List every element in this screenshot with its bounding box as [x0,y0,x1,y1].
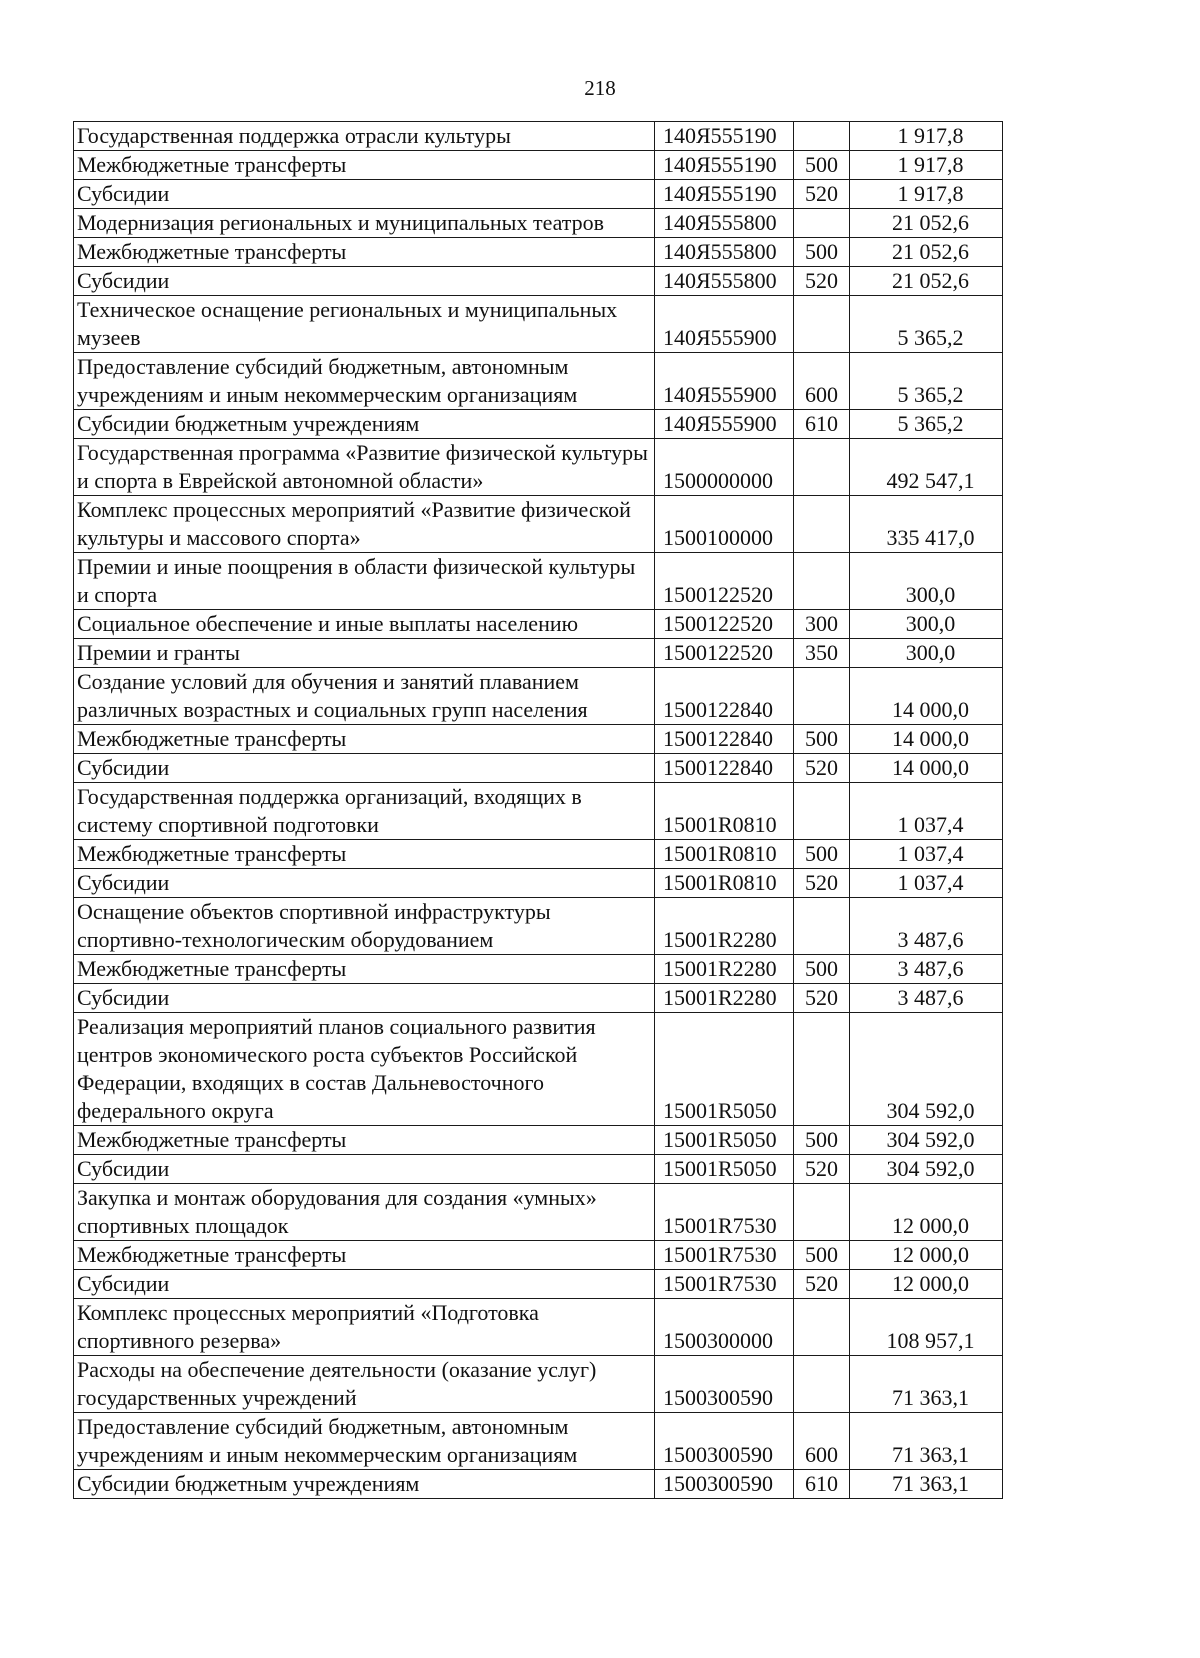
amount-cell: 5 365,2 [850,410,1003,439]
table-row [74,984,1003,1013]
expense-type-code-cell: 520 [794,869,850,898]
table-row [74,439,1003,496]
expense-name-cell: Модернизация региональных и муниципальных театров [74,209,655,238]
amount-cell: 12 000,0 [850,1270,1003,1299]
amount-cell: 1 917,8 [850,180,1003,209]
amount-cell: 1 037,4 [850,840,1003,869]
target-article-code-cell: 140Я555900 [655,410,794,439]
table-row [74,553,1003,610]
amount-cell: 304 592,0 [850,1013,1003,1126]
expense-name-cell: Предоставление субсидий бюджетным, автономным учреждениям и иным некоммерческим организациям [74,1413,655,1470]
expense-type-code-cell [794,1013,850,1126]
amount-cell: 12 000,0 [850,1241,1003,1270]
target-article-code-cell: 1500122840 [655,725,794,754]
expense-name-cell: Реализация мероприятий планов социального развития центров экономического роста субъектов Российской Федерации, входящих в состав Дальневосточного федерального округа [74,1013,655,1126]
expense-type-code-cell: 600 [794,1413,850,1470]
table-row [74,668,1003,725]
table-row [74,238,1003,267]
table-row [74,725,1003,754]
amount-cell: 14 000,0 [850,725,1003,754]
table-row [74,1155,1003,1184]
expense-name-cell: Субсидии [74,267,655,296]
expense-type-code-cell: 300 [794,610,850,639]
table-row [74,1013,1003,1126]
table-row [74,1241,1003,1270]
target-article-code-cell: 1500000000 [655,439,794,496]
expense-name-cell: Оснащение объектов спортивной инфраструктуры спортивно-технологическим оборудованием [74,898,655,955]
target-article-code-cell: 1500122840 [655,754,794,783]
expense-name-cell: Межбюджетные трансферты [74,955,655,984]
expense-type-code-cell: 500 [794,840,850,869]
table-row [74,151,1003,180]
table-row [74,209,1003,238]
expense-name-cell: Социальное обеспечение и иные выплаты населению [74,610,655,639]
target-article-code-cell: 1500300590 [655,1470,794,1499]
amount-cell: 21 052,6 [850,267,1003,296]
expense-type-code-cell: 520 [794,1155,850,1184]
expense-name-cell: Межбюджетные трансферты [74,1126,655,1155]
expense-type-code-cell [794,296,850,353]
expense-type-code-cell [794,668,850,725]
table-row [74,639,1003,668]
table-row [74,869,1003,898]
amount-cell: 1 037,4 [850,783,1003,840]
amount-cell: 300,0 [850,553,1003,610]
expense-type-code-cell: 600 [794,353,850,410]
table-row [74,353,1003,410]
table-row [74,783,1003,840]
expense-type-code-cell [794,1299,850,1356]
table-row [74,1413,1003,1470]
table-row [74,1356,1003,1413]
target-article-code-cell: 140Я555900 [655,296,794,353]
amount-cell: 71 363,1 [850,1470,1003,1499]
expense-type-code-cell: 500 [794,151,850,180]
target-article-code-cell: 15001R2280 [655,898,794,955]
amount-cell: 71 363,1 [850,1356,1003,1413]
amount-cell: 21 052,6 [850,238,1003,267]
expense-name-cell: Техническое оснащение региональных и муниципальных музеев [74,296,655,353]
expense-name-cell: Межбюджетные трансферты [74,238,655,267]
expense-type-code-cell: 520 [794,180,850,209]
target-article-code-cell: 15001R5050 [655,1155,794,1184]
target-article-code-cell: 140Я555800 [655,238,794,267]
expense-type-code-cell [794,496,850,553]
amount-cell: 71 363,1 [850,1413,1003,1470]
expense-type-code-cell [794,553,850,610]
expense-type-code-cell: 350 [794,639,850,668]
amount-cell: 14 000,0 [850,668,1003,725]
expense-name-cell: Субсидии [74,869,655,898]
target-article-code-cell: 15001R0810 [655,840,794,869]
amount-cell: 492 547,1 [850,439,1003,496]
target-article-code-cell: 15001R0810 [655,869,794,898]
expense-type-code-cell [794,1356,850,1413]
expense-name-cell: Государственная поддержка организаций, входящих в систему спортивной подготовки [74,783,655,840]
expense-name-cell: Субсидии [74,1270,655,1299]
expense-name-cell: Межбюджетные трансферты [74,725,655,754]
target-article-code-cell: 15001R7530 [655,1184,794,1241]
expense-name-cell: Межбюджетные трансферты [74,1241,655,1270]
amount-cell: 5 365,2 [850,296,1003,353]
target-article-code-cell: 140Я555190 [655,122,794,151]
expense-type-code-cell [794,439,850,496]
target-article-code-cell: 140Я555800 [655,209,794,238]
target-article-code-cell: 1500122520 [655,553,794,610]
expense-type-code-cell: 500 [794,955,850,984]
expense-name-cell: Межбюджетные трансферты [74,840,655,869]
expense-name-cell: Закупка и монтаж оборудования для создания «умных» спортивных площадок [74,1184,655,1241]
expense-name-cell: Субсидии [74,754,655,783]
expense-name-cell: Предоставление субсидий бюджетным, автономным учреждениям и иным некоммерческим организациям [74,353,655,410]
expense-type-code-cell: 500 [794,1126,850,1155]
amount-cell: 21 052,6 [850,209,1003,238]
expense-name-cell: Расходы на обеспечение деятельности (оказание услуг) государственных учреждений [74,1356,655,1413]
table-row [74,496,1003,553]
table-row [74,410,1003,439]
budget-table-body [74,122,1003,1499]
table-row [74,180,1003,209]
amount-cell: 3 487,6 [850,898,1003,955]
expense-type-code-cell: 500 [794,238,850,267]
target-article-code-cell: 15001R7530 [655,1270,794,1299]
amount-cell: 300,0 [850,610,1003,639]
amount-cell: 1 917,8 [850,151,1003,180]
target-article-code-cell: 1500300000 [655,1299,794,1356]
target-article-code-cell: 1500300590 [655,1356,794,1413]
expense-name-cell: Государственная программа «Развитие физической культуры и спорта в Еврейской автономной области» [74,439,655,496]
target-article-code-cell: 1500122520 [655,610,794,639]
expense-name-cell: Комплекс процессных мероприятий «Подготовка спортивного резерва» [74,1299,655,1356]
target-article-code-cell: 15001R7530 [655,1241,794,1270]
table-row [74,955,1003,984]
expense-type-code-cell: 500 [794,725,850,754]
expense-type-code-cell: 500 [794,1241,850,1270]
expense-type-code-cell [794,1184,850,1241]
target-article-code-cell: 1500122520 [655,639,794,668]
amount-cell: 1 917,8 [850,122,1003,151]
expense-name-cell: Государственная поддержка отрасли культуры [74,122,655,151]
table-row [74,1470,1003,1499]
target-article-code-cell: 15001R5050 [655,1013,794,1126]
target-article-code-cell: 15001R2280 [655,955,794,984]
amount-cell: 3 487,6 [850,984,1003,1013]
table-row [74,1270,1003,1299]
amount-cell: 5 365,2 [850,353,1003,410]
expense-name-cell: Субсидии [74,180,655,209]
expense-name-cell: Субсидии бюджетным учреждениям [74,1470,655,1499]
expense-name-cell: Субсидии [74,1155,655,1184]
expense-name-cell: Комплекс процессных мероприятий «Развитие физической культуры и массового спорта» [74,496,655,553]
table-row [74,1299,1003,1356]
table-row [74,610,1003,639]
table-row [74,898,1003,955]
expense-name-cell: Премии и иные поощрения в области физической культуры и спорта [74,553,655,610]
amount-cell: 108 957,1 [850,1299,1003,1356]
table-row [74,267,1003,296]
target-article-code-cell: 1500122840 [655,668,794,725]
expense-type-code-cell [794,122,850,151]
target-article-code-cell: 1500100000 [655,496,794,553]
target-article-code-cell: 140Я555800 [655,267,794,296]
expense-name-cell: Субсидии бюджетным учреждениям [74,410,655,439]
table-row [74,1184,1003,1241]
amount-cell: 335 417,0 [850,496,1003,553]
table-row [74,122,1003,151]
target-article-code-cell: 1500300590 [655,1413,794,1470]
expense-name-cell: Межбюджетные трансферты [74,151,655,180]
amount-cell: 12 000,0 [850,1184,1003,1241]
amount-cell: 300,0 [850,639,1003,668]
target-article-code-cell: 140Я555190 [655,180,794,209]
expense-type-code-cell: 520 [794,984,850,1013]
target-article-code-cell: 15001R0810 [655,783,794,840]
expense-name-cell: Премии и гранты [74,639,655,668]
table-row [74,296,1003,353]
table-row [74,840,1003,869]
expense-type-code-cell [794,898,850,955]
budget-table [73,121,1003,1499]
expense-type-code-cell: 520 [794,754,850,783]
target-article-code-cell: 15001R2280 [655,984,794,1013]
expense-name-cell: Создание условий для обучения и занятий плаванием различных возрастных и социальных групп населения [74,668,655,725]
amount-cell: 14 000,0 [850,754,1003,783]
table-row [74,1126,1003,1155]
amount-cell: 304 592,0 [850,1126,1003,1155]
target-article-code-cell: 15001R5050 [655,1126,794,1155]
expense-type-code-cell: 520 [794,267,850,296]
table-row [74,754,1003,783]
amount-cell: 3 487,6 [850,955,1003,984]
amount-cell: 304 592,0 [850,1155,1003,1184]
target-article-code-cell: 140Я555190 [655,151,794,180]
expense-type-code-cell: 520 [794,1270,850,1299]
expense-name-cell: Субсидии [74,984,655,1013]
expense-type-code-cell [794,783,850,840]
expense-type-code-cell [794,209,850,238]
page-number: 218 [584,76,616,100]
target-article-code-cell: 140Я555900 [655,353,794,410]
expense-type-code-cell: 610 [794,1470,850,1499]
amount-cell: 1 037,4 [850,869,1003,898]
expense-type-code-cell: 610 [794,410,850,439]
